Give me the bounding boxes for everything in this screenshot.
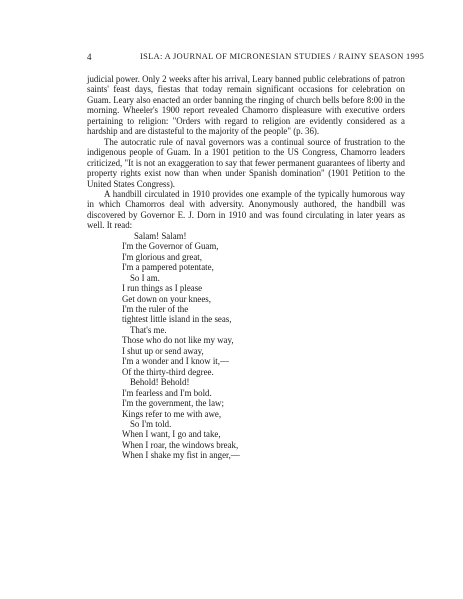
poem-line: Of the thirty-third degree.: [122, 366, 214, 377]
poem-line: Get down on your knees,: [122, 293, 211, 304]
poem-line: I'm fearless and I'm bold.: [122, 387, 212, 398]
poem-line: Kings refer to me with awe,: [122, 408, 222, 419]
poem-line: When I shake my fist in anger,—: [122, 450, 240, 461]
poem-line: I'm a wonder and I know it,—: [122, 356, 229, 367]
poem-line: When I want, I go and take,: [122, 429, 221, 440]
poem-line: When I roar, the windows break,: [122, 439, 239, 450]
poem-line: I shut up or send away,: [122, 345, 204, 356]
page-number: 4: [87, 52, 92, 62]
poem-line: I'm the ruler of the: [122, 303, 189, 314]
paragraph-3: A handbill circulated in 1910 provides one example of the typically humorous way in which Chamorros deal with adversity. Anonymously authored, the handbill was discovered by Governor E. J. Dorn in 1910 and was found circulating in later years as well. It read:: [87, 188, 405, 231]
poem-line: I run things as I please: [122, 283, 203, 294]
poem-line: I'm a pampered potentate,: [122, 262, 214, 273]
poem-line: I'm the Governor of Guam,: [122, 241, 219, 252]
paragraph-1: judicial power. Only 2 weeks after his arrival, Leary banned public celebrations of patron saints' feast days, fiestas that today remain significant occasions for celebration on Guam. Leary also enacted an order banning the ringing of church bells before 8:00 in the morning. Wheeler's 1900 report revealed Chamorro displeasure with executive orders pertaining to religion: "Orders with regard to religion are evidently considered as a hardship and are distasteful to the majority of the people" (p. 36).: [87, 74, 405, 137]
running-header: [87, 52, 425, 64]
poem-line: tightest little island in the seas,: [122, 314, 232, 325]
poem-line: So I am.: [130, 272, 160, 283]
poem-line: I'm the government, the law;: [122, 398, 224, 409]
running-title: ISLA: A JOURNAL OF MICRONESIAN STUDIES / RAINY SEASON 1995: [140, 52, 425, 61]
poem-line: Salam! Salam!: [134, 230, 187, 241]
poem-line: So I'm told.: [130, 418, 172, 429]
article-body: [87, 74, 405, 461]
poem-line: That's me.: [130, 324, 167, 335]
handbill-poem: [122, 231, 405, 461]
poem-line: I'm glorious and great,: [122, 251, 202, 262]
poem-line: Behold! Behold!: [130, 377, 190, 388]
poem-line: Those who do not like my way,: [122, 335, 234, 346]
paragraph-2: The autocratic rule of naval governors was a continual source of frustration to the indigenous people of Guam. In a 1901 petition to the US Congress, Chamorro leaders criticized, "It is not an exaggeration to say that fewer permanent guarantees of liberty and property rights exist now than when under Spanish domination" (1901 Petition to the United States Congress).: [87, 136, 405, 189]
